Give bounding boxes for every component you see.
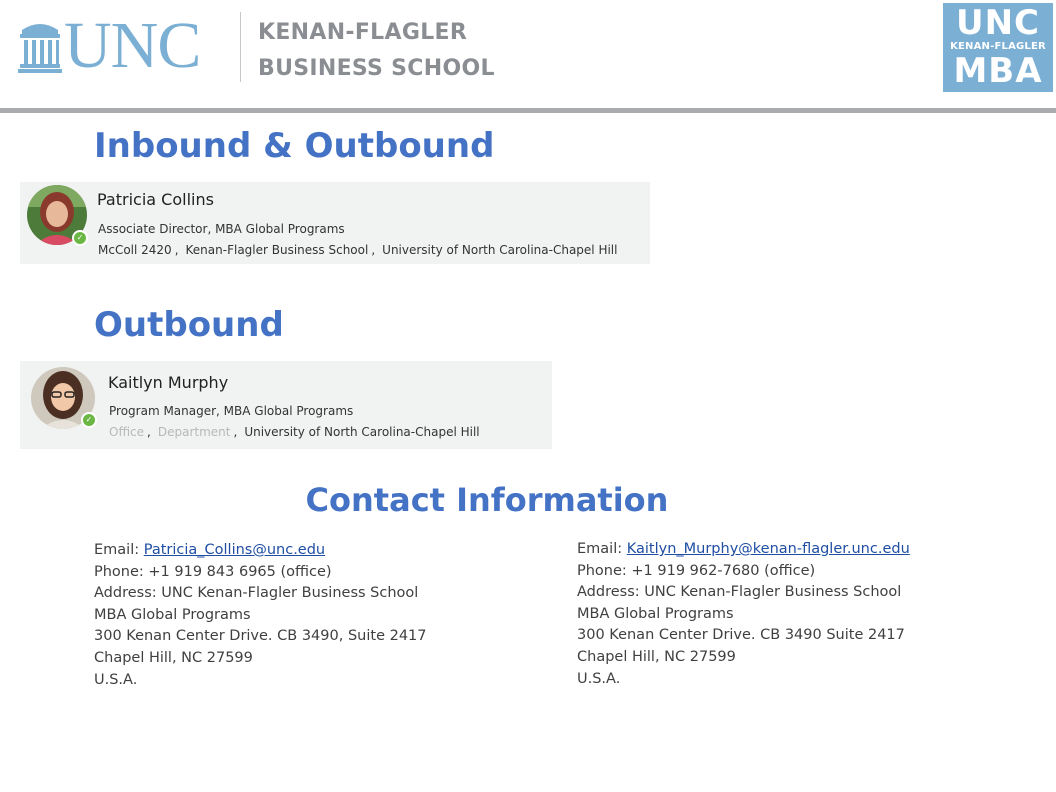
email-line: [94, 540, 534, 562]
address-line: Address: UNC Kenan-Flagler Business School: [577, 584, 902, 601]
header-rule: [0, 108, 1056, 113]
section-heading-outbound: Outbound: [94, 305, 284, 345]
separator: ,: [233, 425, 238, 439]
school-name-line-2: BUSINESS SCHOOL: [258, 56, 495, 81]
country-line: U.S.A.: [94, 671, 138, 688]
school-name: [258, 15, 495, 87]
badge-line-2: KENAN-FLAGLER: [950, 41, 1046, 52]
separator: ,: [147, 425, 151, 439]
person-location: [109, 425, 480, 439]
department-placeholder: Department: [157, 425, 231, 439]
person-name: Patricia Collins: [97, 190, 214, 209]
unc-logo-text: UNC: [64, 9, 201, 82]
city-line: Chapel Hill, NC 27599: [577, 648, 736, 665]
email-link[interactable]: Patricia_Collins@unc.edu: [143, 542, 326, 558]
country-line: U.S.A.: [577, 670, 621, 687]
person-location: [98, 243, 617, 257]
school-name-line-1: KENAN-FLAGLER: [258, 20, 468, 45]
email-link[interactable]: Kaitlyn_Murphy@kenan-flagler.unc.edu: [626, 541, 910, 557]
section-heading-inbound-outbound: Inbound & Outbound: [94, 126, 495, 166]
phone-line: Phone: +1 919 962-7680 (office): [577, 562, 816, 579]
header-divider: [240, 12, 241, 82]
city-line: Chapel Hill, NC 27599: [94, 649, 253, 666]
contact-block-patricia: [94, 540, 534, 691]
email-line: [577, 539, 1037, 561]
department-line: MBA Global Programs: [577, 605, 734, 622]
email-label: Email:: [94, 542, 144, 558]
badge-line-3: MBA: [953, 51, 1043, 91]
office-placeholder: Office: [109, 425, 145, 439]
office: McColl 2420: [98, 243, 172, 257]
phone-line: Phone: +1 919 843 6965 (office): [94, 563, 332, 580]
old-well-logo-icon: [18, 16, 62, 74]
profile-card-patricia: [20, 182, 650, 264]
contact-block-kaitlyn: [577, 539, 1037, 690]
person-title: Associate Director, MBA Global Programs: [98, 222, 345, 236]
badge-line-1: UNC: [955, 3, 1040, 43]
available-status-icon: ✓: [72, 230, 88, 246]
street-line: 300 Kenan Center Drive. CB 3490, Suite 2417: [94, 628, 427, 645]
department: Kenan-Flagler Business School: [185, 243, 369, 257]
person-name: Kaitlyn Murphy: [108, 373, 229, 392]
university: University of North Carolina-Chapel Hill: [382, 243, 618, 257]
address-line: Address: UNC Kenan-Flagler Business School: [94, 585, 419, 602]
email-label: Email:: [577, 541, 627, 557]
separator: ,: [371, 243, 376, 257]
unc-mba-badge: [943, 3, 1053, 92]
university: University of North Carolina-Chapel Hill: [244, 425, 480, 439]
department-line: MBA Global Programs: [94, 606, 251, 623]
page-header: [0, 0, 1056, 108]
street-line: 300 Kenan Center Drive. CB 3490 Suite 2417: [577, 627, 905, 644]
person-title: Program Manager, MBA Global Programs: [109, 404, 354, 418]
separator: ,: [174, 243, 179, 257]
section-heading-contact-information: Contact Information: [305, 481, 669, 519]
available-status-icon: ✓: [81, 412, 97, 428]
profile-card-kaitlyn: [20, 361, 552, 449]
